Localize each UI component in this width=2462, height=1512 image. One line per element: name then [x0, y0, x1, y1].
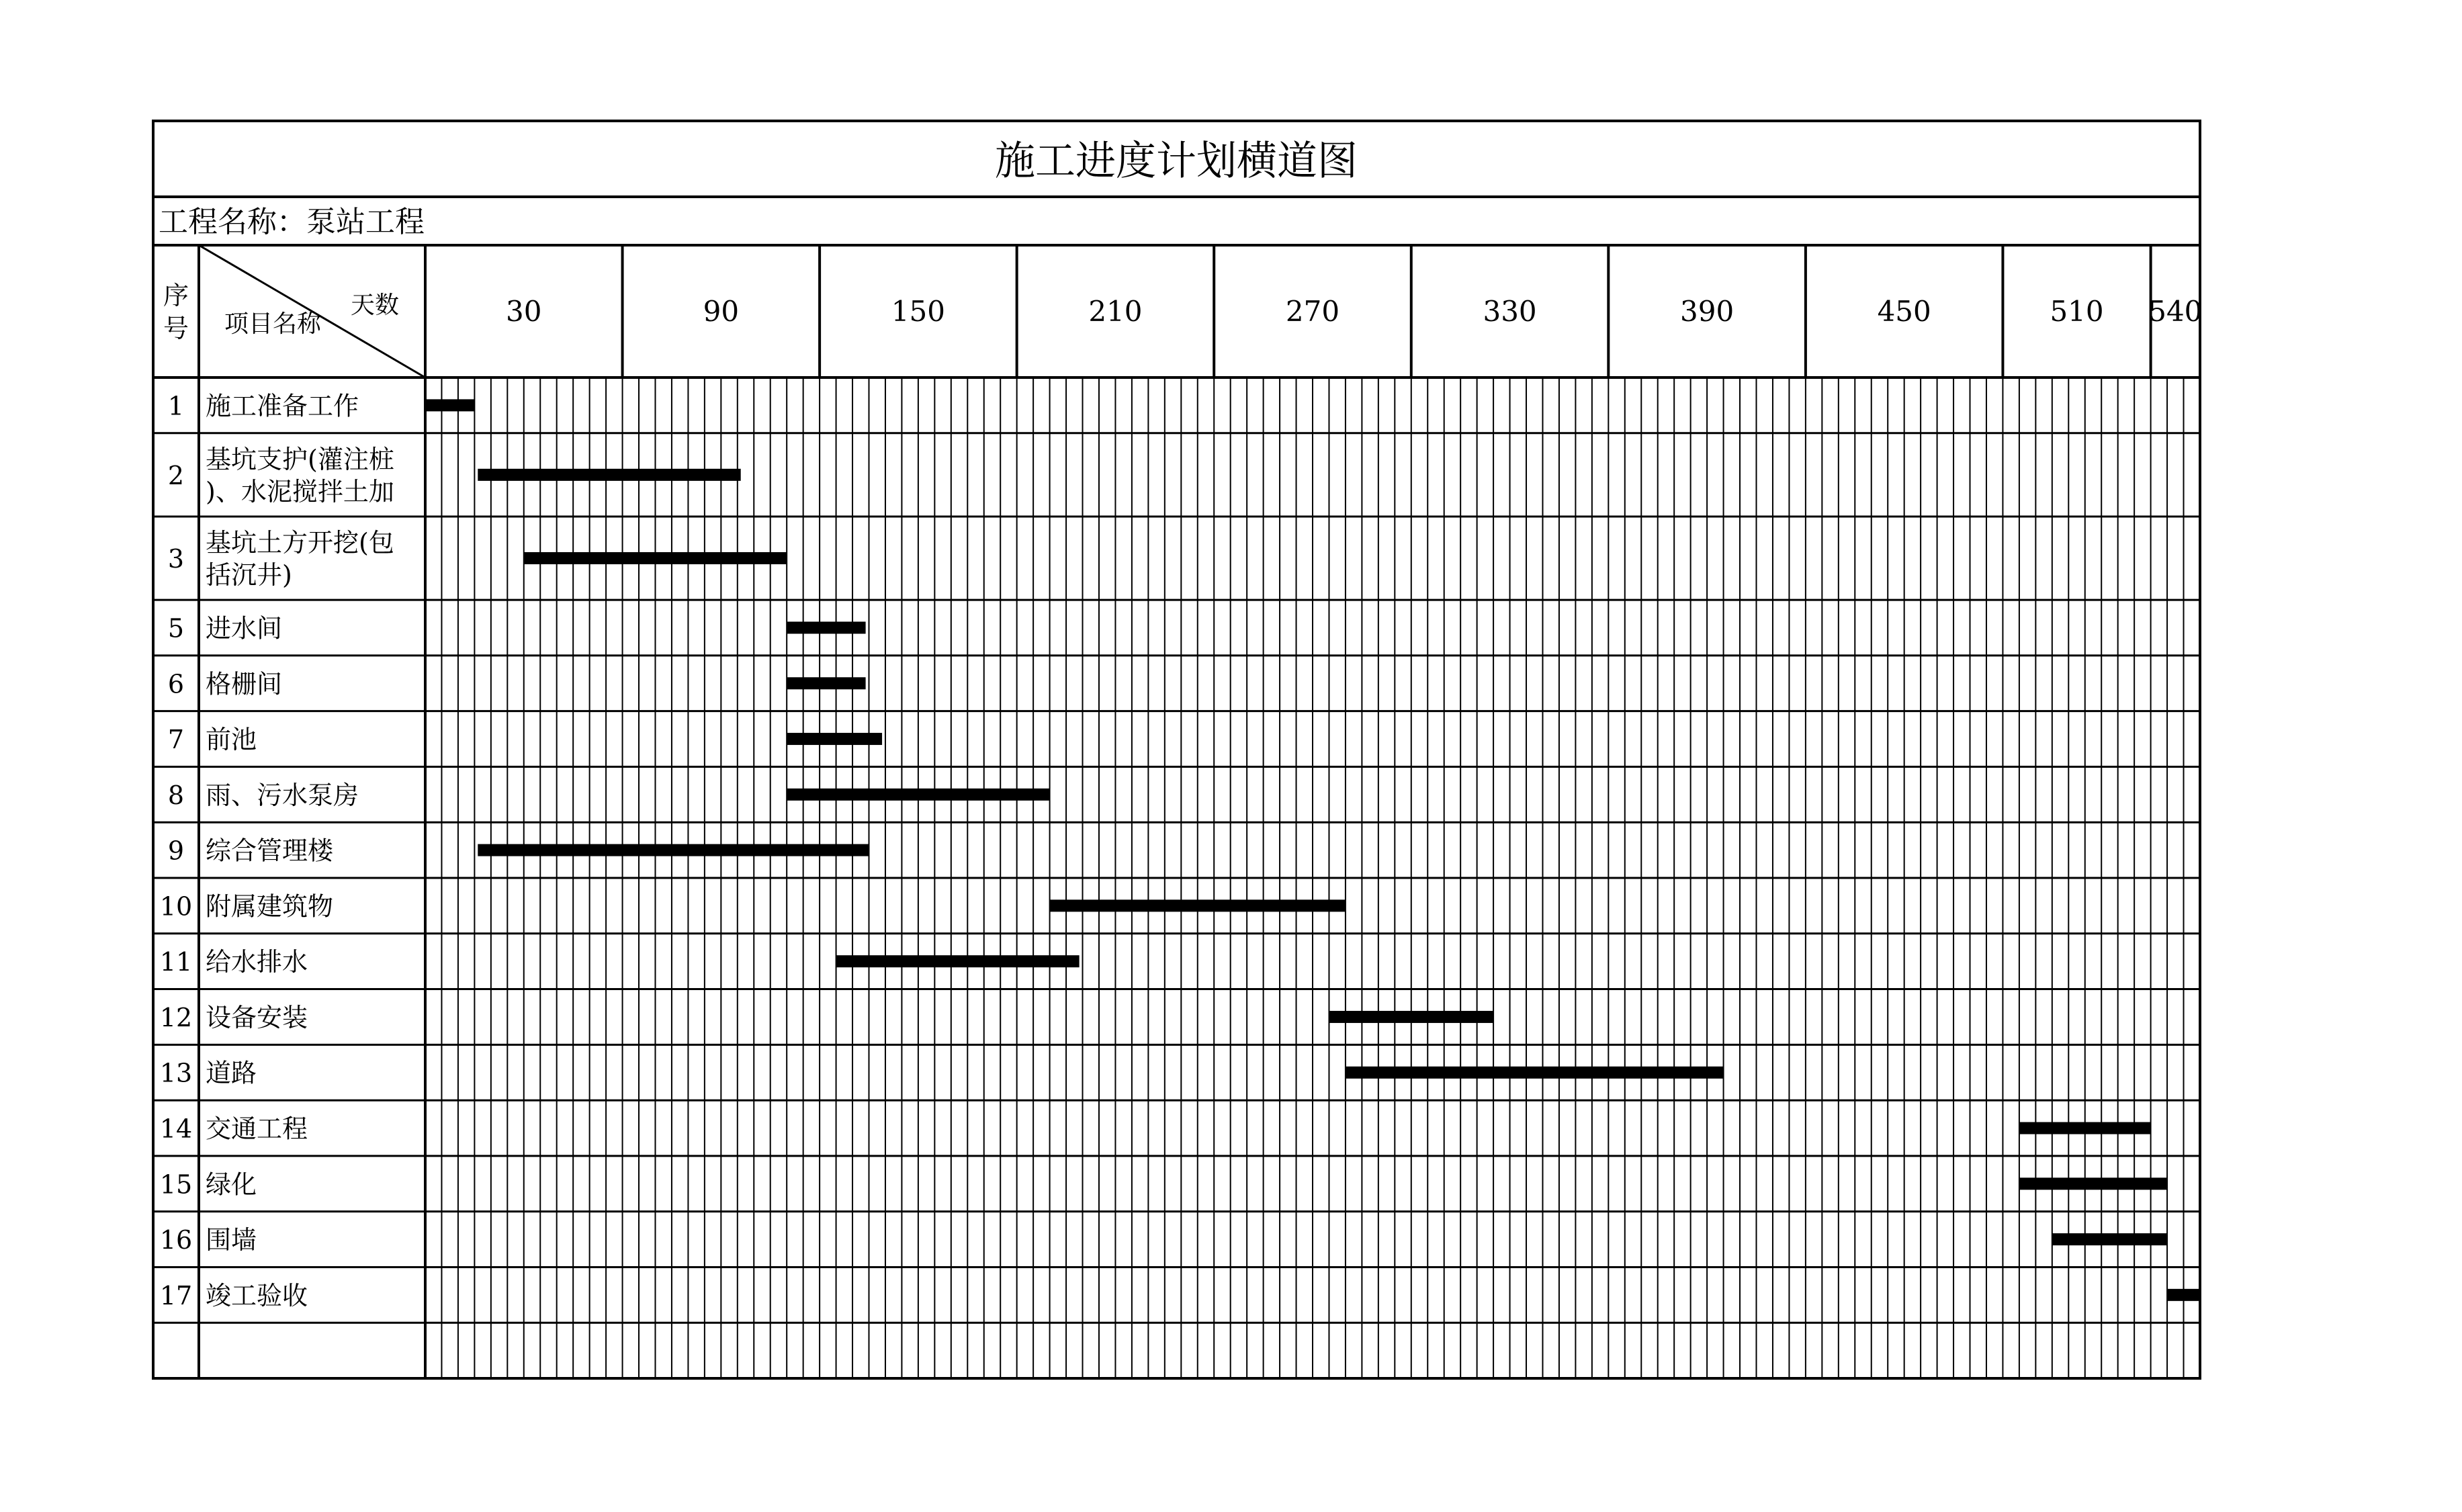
task-seq: 17 [159, 1280, 193, 1310]
task-seq: 10 [159, 891, 193, 922]
task-bar [787, 622, 865, 634]
task-bar [1050, 899, 1346, 911]
x-tick-label: 270 [1285, 295, 1340, 328]
days-header-label: 天数 [351, 292, 400, 319]
task-seq: 1 [167, 391, 185, 421]
task-bar [2052, 1233, 2167, 1245]
seq-header-char-2: 号 [163, 314, 189, 343]
project-name: 工程名称：泵站工程 [159, 205, 425, 239]
task-bar [787, 733, 882, 745]
task-bar [2167, 1289, 2200, 1301]
task-seq: 6 [167, 669, 185, 699]
x-tick-label: 540 [2148, 295, 2203, 328]
task-bar [478, 469, 740, 481]
task-seq: 7 [167, 725, 185, 755]
task-bar [787, 677, 865, 689]
item-header-label: 项目名称 [224, 310, 322, 338]
task-name: 附属建筑物 [206, 891, 334, 922]
task-name: 道路 [206, 1058, 257, 1088]
x-tick-label: 30 [506, 295, 542, 328]
task-seq: 15 [159, 1169, 193, 1200]
task-name: 综合管理楼 [206, 836, 334, 866]
x-tick-label: 450 [1877, 295, 1931, 328]
task-bar [787, 789, 1049, 801]
task-name: 给水排水 [206, 947, 308, 977]
task-name: 雨、污水泵房 [206, 780, 359, 810]
task-name: 设备安装 [206, 1002, 308, 1032]
task-seq: 12 [159, 1002, 193, 1032]
task-seq: 5 [167, 613, 185, 643]
task-bar [2019, 1177, 2167, 1190]
x-tick-label: 390 [1680, 295, 1734, 328]
task-seq: 2 [167, 460, 185, 490]
task-name: 交通工程 [206, 1114, 308, 1144]
task-bar [1346, 1067, 1724, 1079]
task-seq: 14 [159, 1114, 193, 1144]
chart-title: 施工进度计划横道图 [995, 138, 1358, 185]
task-name: 围墙 [206, 1225, 257, 1255]
task-seq: 16 [159, 1225, 193, 1255]
task-bar [478, 844, 869, 856]
task-name: 基坑支护(灌注桩 [206, 444, 394, 474]
x-tick-label: 150 [891, 295, 945, 328]
task-bar [524, 552, 787, 564]
task-name: 绿化 [206, 1169, 257, 1200]
task-seq: 3 [167, 544, 185, 574]
x-tick-label: 330 [1483, 295, 1537, 328]
task-bar [836, 955, 1080, 967]
x-tick-label: 90 [703, 295, 740, 328]
task-name: 格栅间 [206, 669, 283, 699]
task-bar [2019, 1122, 2151, 1135]
task-name: 施工准备工作 [206, 391, 359, 421]
task-seq: 13 [159, 1058, 193, 1088]
task-name: 进水间 [206, 613, 283, 643]
task-seq: 9 [167, 836, 185, 866]
task-seq: 8 [167, 780, 185, 810]
task-name: 括沉井) [206, 560, 292, 590]
x-tick-label: 210 [1088, 295, 1143, 328]
seq-header-char-1: 序 [163, 281, 189, 310]
task-bar [425, 399, 474, 411]
task-seq: 11 [159, 947, 193, 977]
task-name: )、水泥搅拌土加 [206, 476, 394, 506]
task-name: 前池 [206, 725, 257, 755]
task-name: 基坑土方开挖(包 [206, 528, 394, 558]
task-name: 竣工验收 [206, 1280, 308, 1310]
x-tick-label: 510 [2050, 295, 2104, 328]
task-bar [1329, 1011, 1493, 1023]
